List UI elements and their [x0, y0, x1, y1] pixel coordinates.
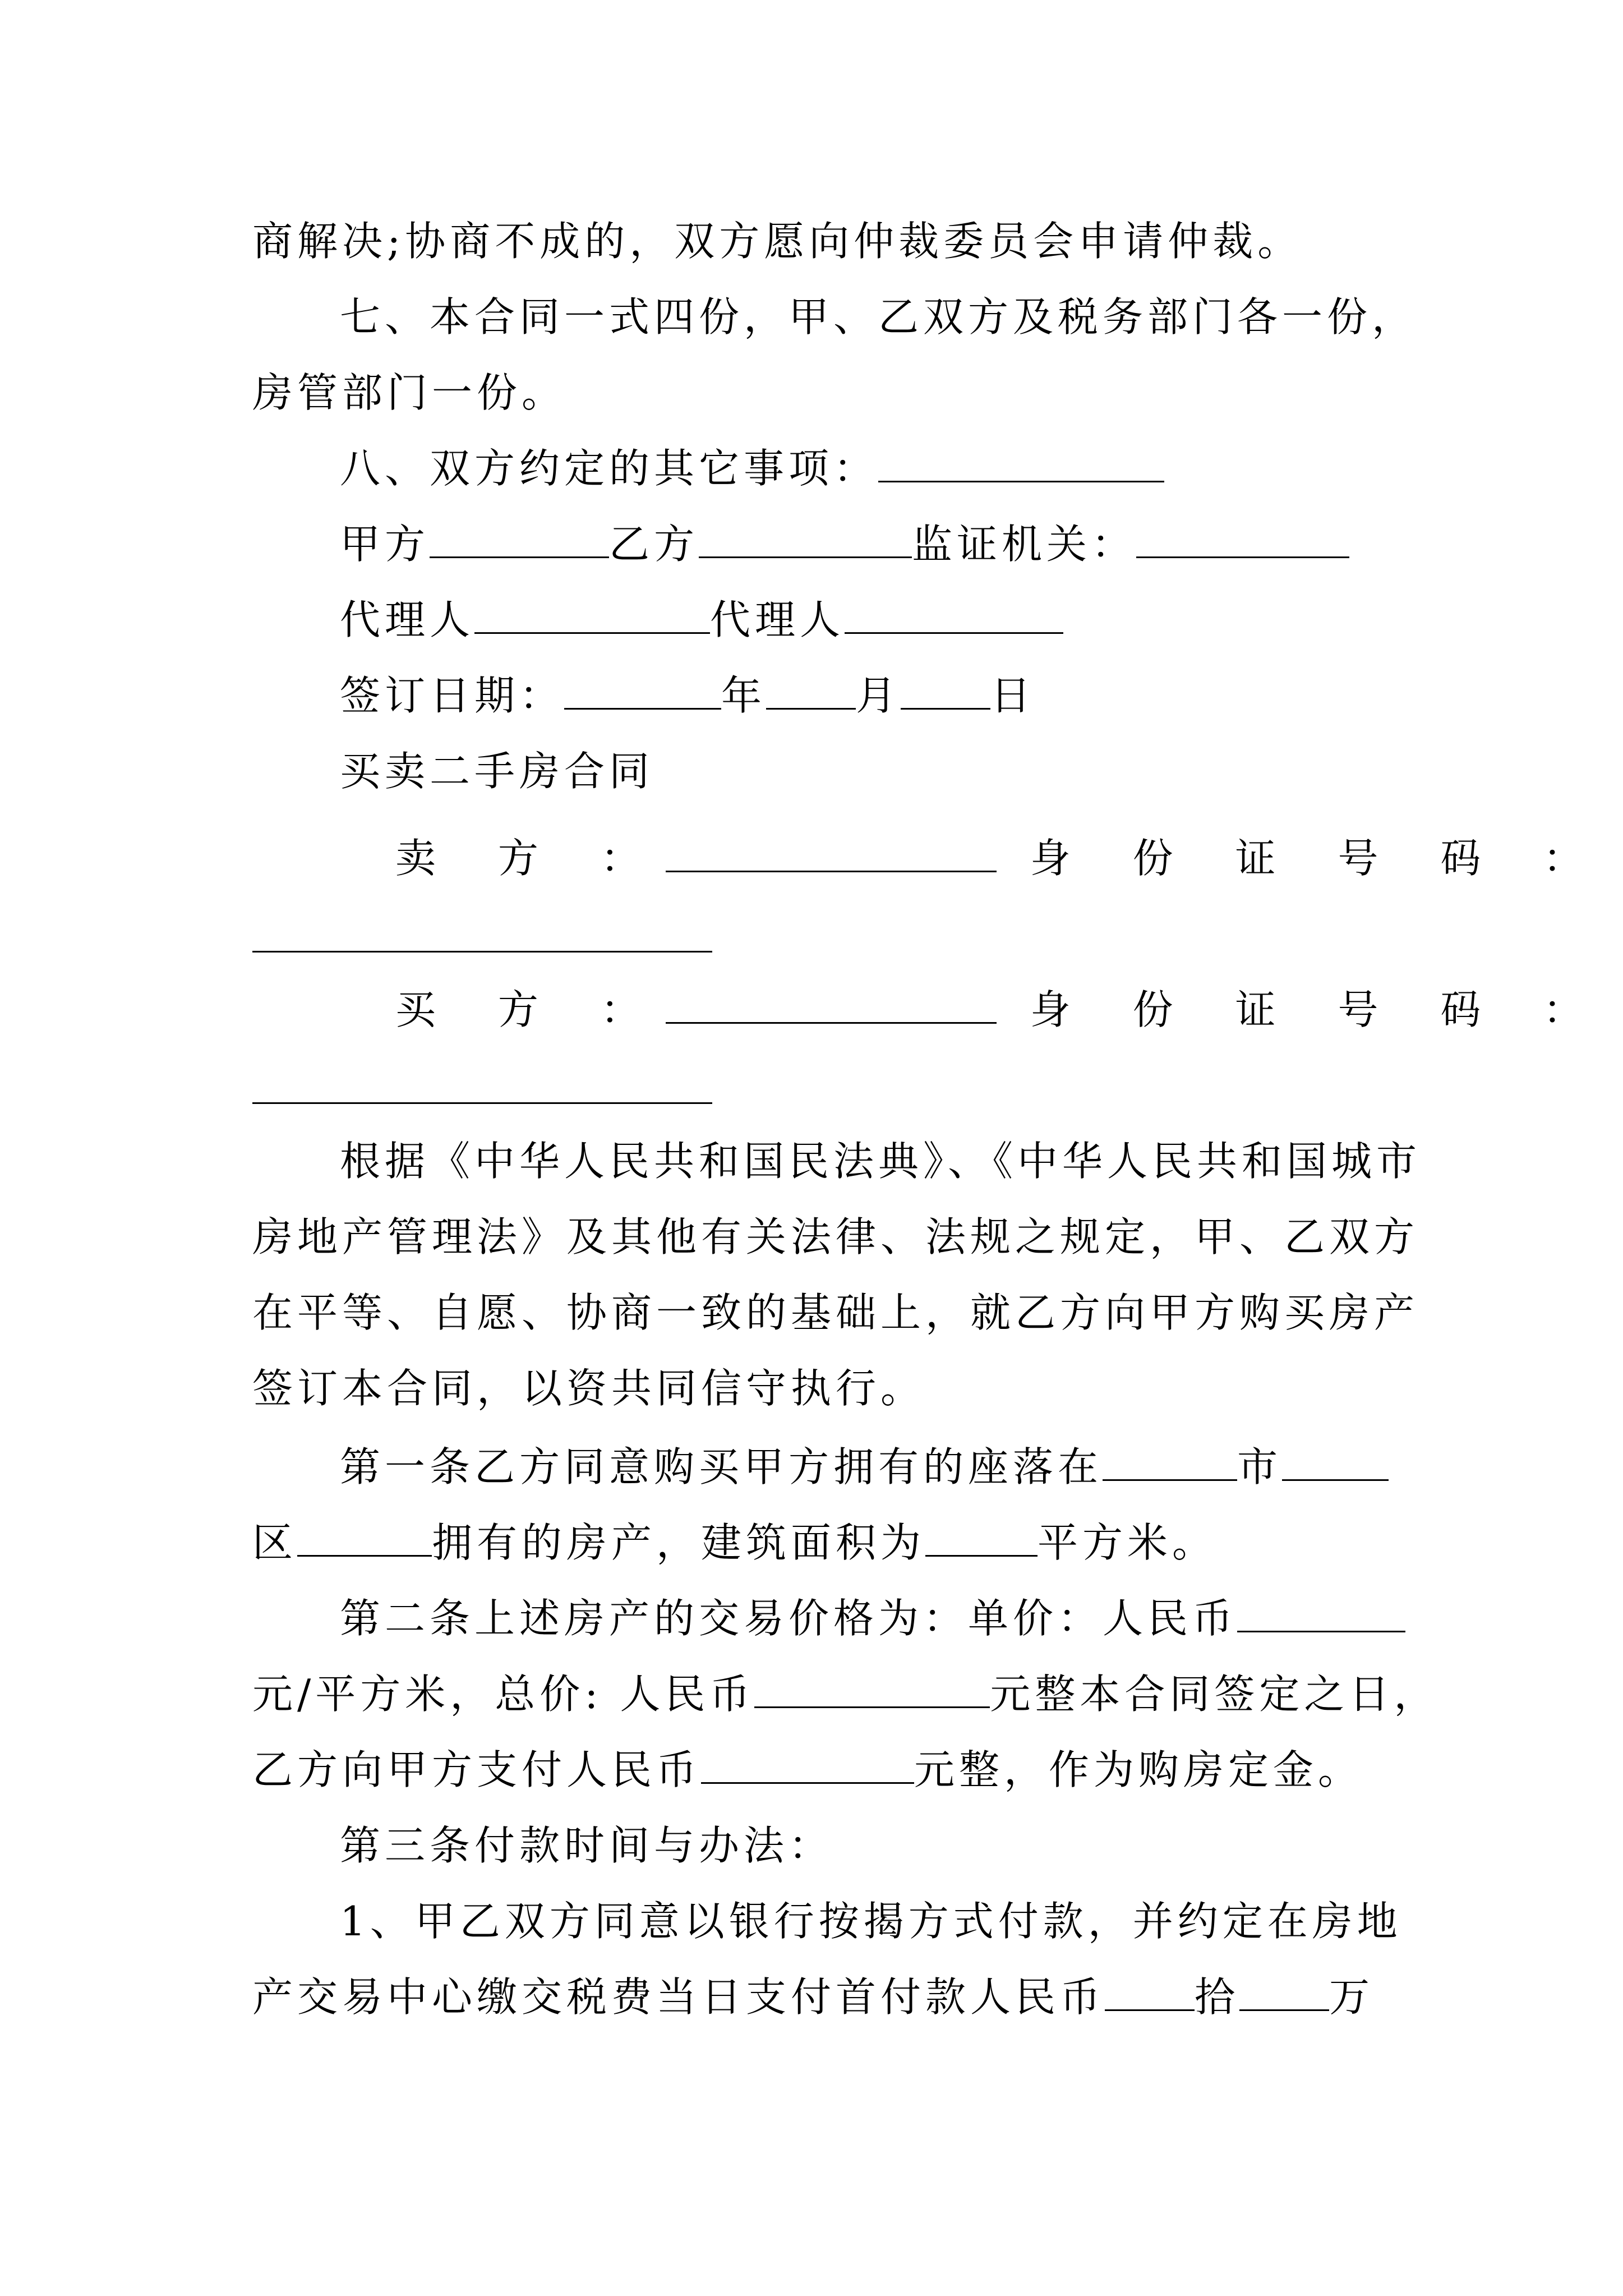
text: 甲方	[340, 521, 430, 568]
text: 拾	[1195, 1973, 1240, 2021]
text: 1、甲乙双方同意以银行按揭方式付款，并约定在房地	[340, 1898, 1402, 1945]
text: 元/平方米，总价: 人民币	[252, 1671, 755, 1718]
blank-field	[1103, 1446, 1237, 1481]
article-1-line	[340, 1439, 1402, 1495]
text-line	[252, 1209, 1419, 1265]
signature-line-parties	[340, 516, 1402, 572]
blank-field	[666, 837, 997, 872]
text: 签订本合同，以资共同信守执行。	[252, 1365, 926, 1412]
blank-field	[666, 988, 997, 1024]
buyer-line	[395, 982, 1608, 1038]
text: 身 份 证 号 码 ：	[1030, 986, 1608, 1033]
text: 第二条上述房产的交易价格为：单价：人民币	[340, 1595, 1238, 1642]
blank-field	[701, 1749, 914, 1784]
text: 买 方 ：	[395, 986, 666, 1033]
contract-title	[340, 743, 1402, 799]
text: 元整，作为购房定金。	[914, 1746, 1363, 1793]
blank-field	[925, 1521, 1038, 1557]
text-line	[252, 213, 1402, 269]
article-3-line	[252, 1969, 1402, 2025]
blank-field	[252, 951, 712, 953]
blank-field	[1136, 523, 1349, 558]
text: 房地产管理法》及其他有关法律、法规之规定，甲、乙双方	[252, 1213, 1419, 1260]
article-2-line	[252, 1742, 1402, 1798]
blank-field	[901, 674, 990, 710]
text: 根据《中华人民共和国民法典》、《中华人民共和国城市	[340, 1138, 1422, 1185]
text: 卖 方 ：	[395, 835, 666, 882]
article-2-line	[340, 1590, 1402, 1646]
article-3-line	[340, 1893, 1402, 1949]
text: 乙方	[609, 521, 699, 568]
text: 乙方向甲方支付人民币	[252, 1746, 702, 1793]
text: 八、双方约定的其它事项：	[340, 445, 879, 492]
blank-field	[430, 523, 609, 558]
text: 平方米。	[1038, 1519, 1218, 1566]
seller-line	[395, 830, 1608, 886]
blank-field	[1105, 1976, 1195, 2011]
text: 商解决;协商不成的，双方愿向仲裁委员会申请仲裁。	[252, 218, 1303, 265]
blank-field	[1282, 1446, 1389, 1481]
blank-field	[878, 447, 1164, 482]
text: 在平等、自愿、协商一致的基础上，就乙方向甲方购买房产	[252, 1289, 1419, 1336]
text: 产交易中心缴交税费当日支付首付款人民币	[252, 1973, 1105, 2021]
sign-date-line	[340, 668, 1402, 724]
blank-field	[766, 674, 856, 710]
text: 七、本合同一式四份，甲、乙双方及税务部门各一份，	[340, 293, 1417, 341]
blank-field	[754, 1673, 990, 1708]
text-line	[340, 289, 1417, 345]
text: 身 份 证 号 码 ：	[1030, 835, 1608, 882]
text: 第三条付款时间与办法：	[340, 1822, 834, 1869]
text-line	[252, 1285, 1419, 1341]
blank-field	[474, 599, 710, 634]
text: 买卖二手房合同	[340, 748, 654, 795]
text: 监证机关：	[912, 521, 1137, 568]
text: 区	[252, 1519, 298, 1566]
blank-field	[845, 599, 1063, 634]
blank-field	[297, 1521, 432, 1557]
text: 房管部门一份。	[252, 369, 567, 416]
text: 年	[721, 672, 767, 719]
article-2-line	[252, 1666, 1439, 1722]
text: 月	[856, 672, 901, 719]
blank-field	[252, 1102, 712, 1104]
text: 代理人	[710, 596, 845, 643]
text-line	[340, 1133, 1422, 1189]
text: 市	[1237, 1443, 1283, 1490]
text: 日	[990, 672, 1036, 719]
blank-field	[699, 523, 912, 558]
text: 万	[1329, 1973, 1375, 2021]
article-3-heading	[340, 1818, 1402, 1874]
text-line	[252, 365, 1402, 421]
text: 第一条乙方同意购买甲方拥有的座落在	[340, 1443, 1103, 1490]
text: 签订日期：	[340, 672, 565, 719]
article-1-line	[252, 1515, 1402, 1571]
signature-line-agents	[340, 592, 1402, 648]
text: 元整本合同签定之日，	[990, 1671, 1439, 1718]
text-line	[252, 1360, 1402, 1416]
text: 代理人	[340, 596, 475, 643]
text-line	[340, 440, 1402, 496]
text: 拥有的房产，建筑面积为	[432, 1519, 926, 1566]
blank-field	[1237, 1597, 1405, 1632]
blank-field	[1239, 1976, 1329, 2011]
blank-field	[564, 674, 721, 710]
